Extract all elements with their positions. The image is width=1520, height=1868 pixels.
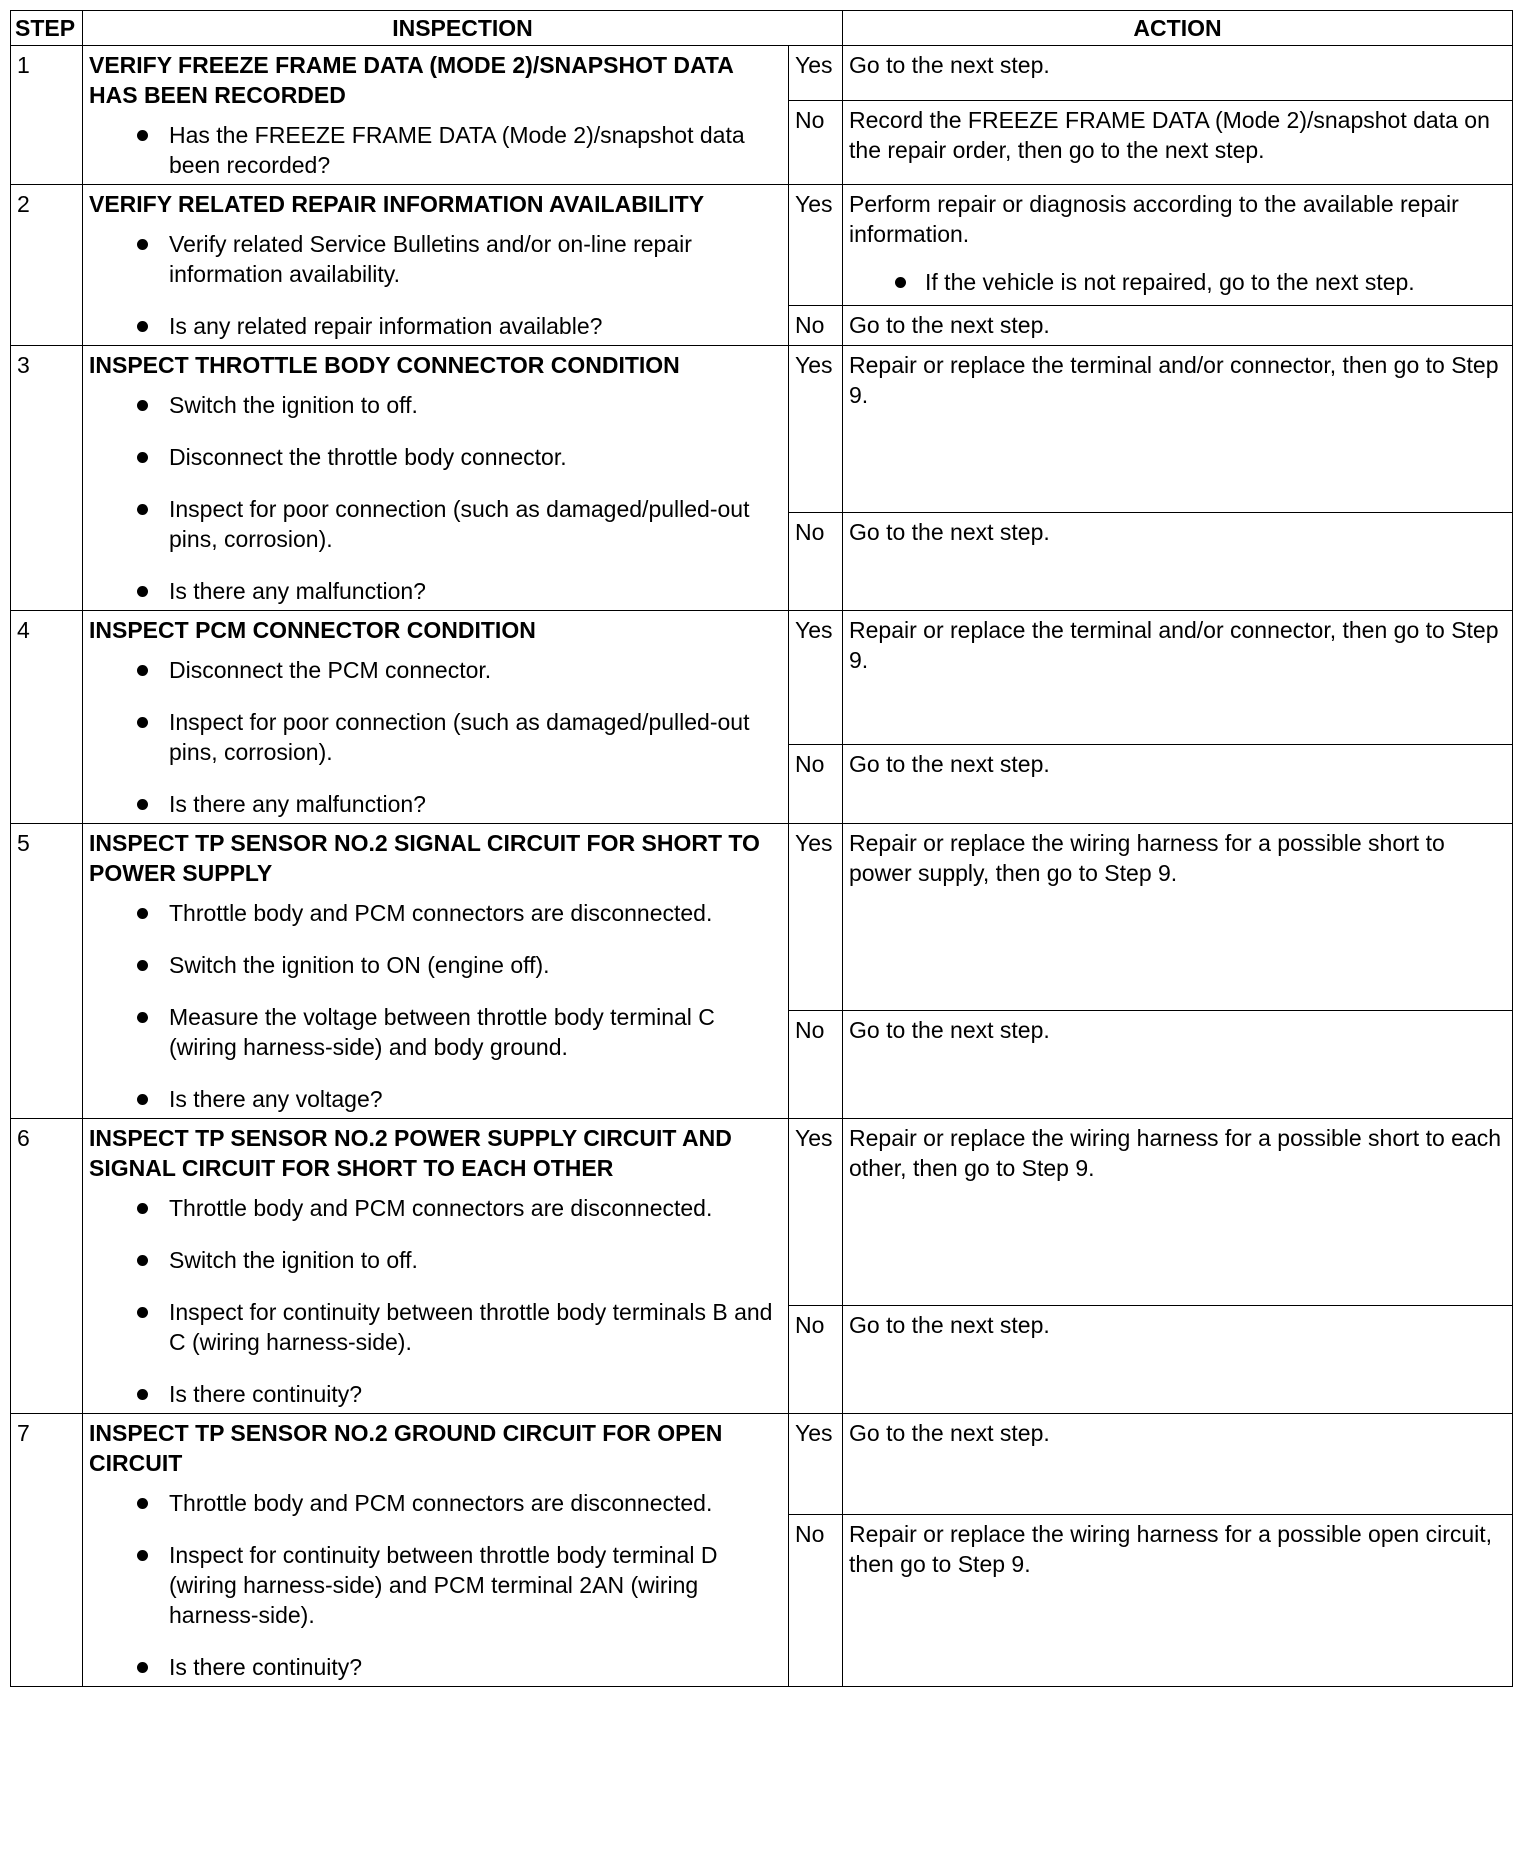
step-row-yes: [11, 346, 1513, 513]
no-label: No: [789, 1515, 843, 1687]
inspection-cell: [83, 346, 789, 611]
step-number: 5: [11, 824, 83, 1119]
no-action: Go to the next step.: [843, 745, 1513, 824]
no-action: Go to the next step.: [843, 512, 1513, 610]
table-body: [11, 46, 1513, 1687]
step-row-yes: [11, 824, 1513, 1011]
yes-label: Yes: [789, 1414, 843, 1515]
no-label: No: [789, 745, 843, 824]
no-label: No: [789, 305, 843, 345]
inspection-item: Verify related Service Bulletins and/or on-line repair information availability.: [89, 229, 782, 289]
yes-action-text: Repair or replace the wiring harness for a possible short to each other, then go to Step 9.: [849, 1125, 1502, 1181]
inspection-items: [89, 120, 782, 180]
step-row-yes: [11, 46, 1513, 101]
inspection-item: Inspect for continuity between throttle body terminals B and C (wiring harness-side).: [89, 1297, 782, 1357]
inspection-item: Switch the ignition to off.: [89, 1245, 782, 1275]
inspection-items: [89, 655, 782, 819]
yes-action: [843, 185, 1513, 306]
inspection-item: Disconnect the PCM connector.: [89, 655, 782, 685]
inspection-title: INSPECT TP SENSOR NO.2 SIGNAL CIRCUIT FOR SHORT TO POWER SUPPLY: [89, 830, 760, 886]
inspection-item: Inspect for poor connection (such as damaged/pulled-out pins, corrosion).: [89, 494, 782, 554]
inspection-item: Disconnect the throttle body connector.: [89, 442, 782, 472]
step-row-yes: [11, 611, 1513, 745]
yes-action-bullets: [849, 267, 1506, 297]
yes-action-text: Go to the next step.: [849, 1420, 1050, 1446]
step-number: 7: [11, 1414, 83, 1687]
yes-label: Yes: [789, 824, 843, 1011]
inspection-item: Is there continuity?: [89, 1379, 782, 1409]
inspection-cell: [83, 185, 789, 346]
step-number: 3: [11, 346, 83, 611]
yes-action: [843, 46, 1513, 101]
no-label: No: [789, 1010, 843, 1118]
inspection-item: Inspect for continuity between throttle body terminal D (wiring harness-side) and PCM terminal 2AN (wiring harness-side).: [89, 1540, 782, 1630]
header-inspection: INSPECTION: [83, 11, 843, 46]
inspection-items: [89, 898, 782, 1114]
yes-label: Yes: [789, 46, 843, 101]
yes-action-text: Repair or replace the wiring harness for a possible short to power supply, then go to Step 9.: [849, 830, 1445, 886]
inspection-items: [89, 229, 782, 341]
yes-label: Yes: [789, 185, 843, 306]
step-row-yes: [11, 1119, 1513, 1306]
yes-action: [843, 611, 1513, 745]
inspection-title: INSPECT TP SENSOR NO.2 GROUND CIRCUIT FOR OPEN CIRCUIT: [89, 1420, 723, 1476]
inspection-item: Throttle body and PCM connectors are disconnected.: [89, 1488, 782, 1518]
step-row-yes: [11, 185, 1513, 306]
no-action: Go to the next step.: [843, 1010, 1513, 1118]
table-header-row: [11, 11, 1513, 46]
inspection-item: Measure the voltage between throttle body terminal C (wiring harness-side) and body ground.: [89, 1002, 782, 1062]
inspection-item: Switch the ignition to off.: [89, 390, 782, 420]
inspection-item: Is there any malfunction?: [89, 576, 782, 606]
inspection-title: VERIFY RELATED REPAIR INFORMATION AVAILABILITY: [89, 191, 705, 217]
no-action: Record the FREEZE FRAME DATA (Mode 2)/snapshot data on the repair order, then go to the next step.: [843, 100, 1513, 184]
no-label: No: [789, 1305, 843, 1413]
inspection-title: INSPECT TP SENSOR NO.2 POWER SUPPLY CIRCUIT AND SIGNAL CIRCUIT FOR SHORT TO EACH OTHER: [89, 1125, 732, 1181]
yes-action: [843, 346, 1513, 513]
yes-action-text: Go to the next step.: [849, 52, 1050, 78]
inspection-item: Is any related repair information available?: [89, 311, 782, 341]
yes-label: Yes: [789, 611, 843, 745]
no-action: Repair or replace the wiring harness for a possible open circuit, then go to Step 9.: [843, 1515, 1513, 1687]
yes-label: Yes: [789, 1119, 843, 1306]
yes-action-text: Repair or replace the terminal and/or connector, then go to Step 9.: [849, 352, 1499, 408]
yes-action-text: Perform repair or diagnosis according to the available repair information.: [849, 191, 1459, 247]
inspection-cell: [83, 46, 789, 185]
yes-action-bullet: If the vehicle is not repaired, go to the next step.: [849, 267, 1506, 297]
no-action: Go to the next step.: [843, 1305, 1513, 1413]
header-step: STEP: [11, 11, 83, 46]
inspection-cell: [83, 611, 789, 824]
no-label: No: [789, 100, 843, 184]
inspection-item: Switch the ignition to ON (engine off).: [89, 950, 782, 980]
inspection-cell: [83, 1119, 789, 1414]
header-action: ACTION: [843, 11, 1513, 46]
inspection-cell: [83, 824, 789, 1119]
step-number: 4: [11, 611, 83, 824]
inspection-item: Is there continuity?: [89, 1652, 782, 1682]
inspection-title: VERIFY FREEZE FRAME DATA (MODE 2)/SNAPSHOT DATA HAS BEEN RECORDED: [89, 52, 734, 108]
inspection-item: Inspect for poor connection (such as damaged/pulled-out pins, corrosion).: [89, 707, 782, 767]
yes-action-text: Repair or replace the terminal and/or connector, then go to Step 9.: [849, 617, 1499, 673]
step-number: 6: [11, 1119, 83, 1414]
inspection-item: Has the FREEZE FRAME DATA (Mode 2)/snapshot data been recorded?: [89, 120, 782, 180]
inspection-item: Throttle body and PCM connectors are disconnected.: [89, 1193, 782, 1223]
yes-action: [843, 1119, 1513, 1306]
diagnostic-procedure-sheet: [10, 10, 1512, 1855]
inspection-cell: [83, 1414, 789, 1687]
inspection-items: [89, 1193, 782, 1409]
no-label: No: [789, 512, 843, 610]
inspection-item: Is there any voltage?: [89, 1084, 782, 1114]
inspection-title: INSPECT PCM CONNECTOR CONDITION: [89, 617, 536, 643]
inspection-item: Throttle body and PCM connectors are disconnected.: [89, 898, 782, 928]
inspection-item: Is there any malfunction?: [89, 789, 782, 819]
inspection-title: INSPECT THROTTLE BODY CONNECTOR CONDITION: [89, 352, 680, 378]
no-action: Go to the next step.: [843, 305, 1513, 345]
yes-action: [843, 824, 1513, 1011]
diagnostic-table: [10, 10, 1513, 1687]
step-number: 1: [11, 46, 83, 185]
step-number: 2: [11, 185, 83, 346]
yes-label: Yes: [789, 346, 843, 513]
inspection-items: [89, 390, 782, 606]
inspection-items: [89, 1488, 782, 1682]
yes-action: [843, 1414, 1513, 1515]
step-row-yes: [11, 1414, 1513, 1515]
